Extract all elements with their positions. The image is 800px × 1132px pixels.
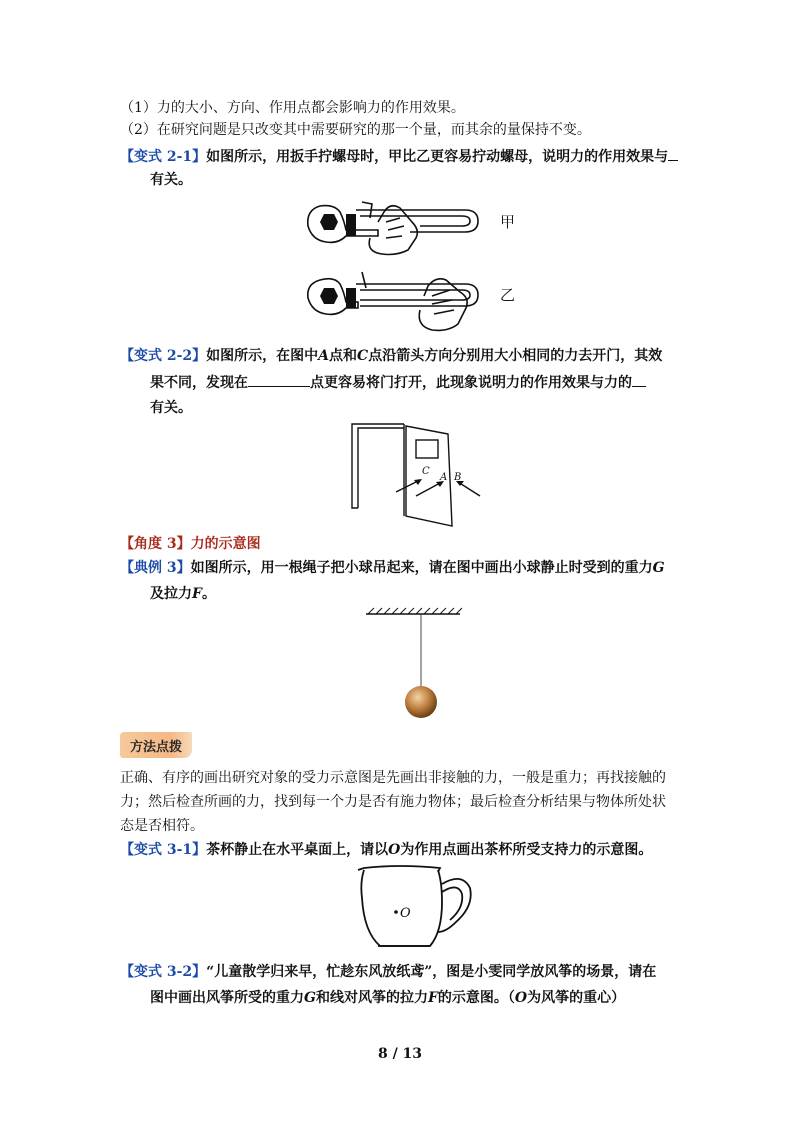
q32-text-c: 和线对风筝的拉力 bbox=[315, 990, 428, 1006]
ex3-text-b: 及拉力 bbox=[150, 586, 192, 602]
q32-O: O bbox=[514, 990, 528, 1006]
label-C: C bbox=[422, 466, 430, 477]
q31-line-1 bbox=[120, 840, 652, 860]
q32-line-1 bbox=[120, 962, 656, 982]
method-line-2: 力；然后检查所画的力，找到每一个力是否有施力物体；最后检查分析结果与物体所处状 bbox=[120, 794, 666, 810]
q21-line-1 bbox=[120, 146, 678, 167]
wrench-yi bbox=[308, 272, 478, 330]
point-O bbox=[394, 910, 398, 914]
label-B: B bbox=[454, 472, 462, 483]
q22-text-e: 点更容易将门打开，此现象说明力的作用效果与力的 bbox=[310, 375, 632, 391]
q22-text-a: 如图所示，在图中 bbox=[206, 348, 319, 364]
q21-tag: 【变式 2-1】 bbox=[120, 149, 207, 165]
method-label: 方法点拨 bbox=[130, 740, 183, 755]
q22-line-2 bbox=[150, 372, 646, 393]
q32-tag: 【变式 3-2】 bbox=[120, 964, 207, 980]
q31-text-b: 为作用点画出茶杯所受支持力的示意图。 bbox=[400, 842, 653, 858]
ex3-G: G bbox=[652, 560, 665, 576]
label-A: A bbox=[440, 472, 448, 483]
q32-F: F bbox=[427, 990, 438, 1006]
ball bbox=[405, 686, 437, 718]
method-badge bbox=[120, 732, 192, 758]
teacup-figure bbox=[350, 862, 480, 954]
q32-text-a: “儿童散学归来早，忙趁东风放纸鸢”，图是小雯同学放风筝的场景，请在 bbox=[206, 964, 657, 980]
label-yi: 乙 bbox=[500, 287, 516, 304]
intro-line-1: （1）力的大小、方向、作用点都会影响力的作用效果。 bbox=[120, 100, 465, 116]
q22-text-b: 点和 bbox=[329, 348, 358, 364]
q31-O: O bbox=[388, 842, 401, 858]
q32-text-e: 为风筝的重心） bbox=[527, 990, 626, 1006]
angle3-tag: 【角度 3】 bbox=[120, 536, 191, 552]
page-number: 8 / 13 bbox=[377, 1046, 423, 1062]
q32-line-2 bbox=[150, 988, 625, 1008]
q22-blank-1 bbox=[248, 372, 310, 387]
ex3-text-c: 。 bbox=[201, 586, 216, 602]
q22-blank-2 bbox=[632, 372, 646, 387]
pendulum-figure bbox=[360, 598, 470, 726]
q22-text-d: 果不同，发现在 bbox=[150, 375, 248, 391]
q32-text-d: 的示意图。（ bbox=[437, 990, 515, 1006]
wrench-figure bbox=[300, 192, 530, 342]
q21-text-b: 有关。 bbox=[150, 172, 192, 188]
method-line-3: 态是否相符。 bbox=[120, 818, 204, 834]
door-figure bbox=[340, 420, 490, 530]
angle3-title: 力的示意图 bbox=[190, 536, 261, 552]
q22-C: C bbox=[357, 348, 369, 364]
q21-blank bbox=[668, 146, 678, 161]
q31-text-a: 茶杯静止在水平桌面上，请以 bbox=[206, 842, 389, 858]
angle3-heading bbox=[120, 534, 261, 554]
wrench-jia bbox=[308, 202, 478, 255]
q22-A: A bbox=[318, 348, 330, 364]
intro-line-2: （2）在研究问题是只改变其中需要研究的那一个量，而其余的量保持不变。 bbox=[120, 122, 591, 138]
ex3-text-a: 如图所示，用一根绳子把小球吊起来，请在图中画出小球静止时受到的重力 bbox=[190, 560, 653, 576]
method-line-1: 正确、有序的画出研究对象的受力示意图是先画出非接触的力，一般是重力；再找接触的 bbox=[120, 770, 666, 786]
q21-text-a: 如图所示，用扳手拧螺母时，甲比乙更容易拧动螺母，说明力的作用效果与 bbox=[206, 149, 669, 165]
q32-text-b: 图中画出风筝所受的重力 bbox=[150, 990, 304, 1006]
q22-text-c: 点沿箭头方向分别用大小相同的力去开门，其效 bbox=[368, 348, 663, 364]
q22-text-f: 有关。 bbox=[150, 400, 192, 416]
q31-tag: 【变式 3-1】 bbox=[120, 842, 207, 858]
label-O: O bbox=[400, 906, 411, 921]
label-jia: 甲 bbox=[500, 214, 516, 231]
q22-line-1 bbox=[120, 346, 662, 366]
ex3-line-2 bbox=[150, 584, 216, 604]
q22-tag: 【变式 2-2】 bbox=[120, 348, 207, 364]
ex3-tag: 【典例 3】 bbox=[120, 560, 191, 576]
ex3-line-1 bbox=[120, 558, 665, 578]
q32-G: G bbox=[304, 990, 316, 1006]
ex3-F: F bbox=[192, 586, 202, 602]
